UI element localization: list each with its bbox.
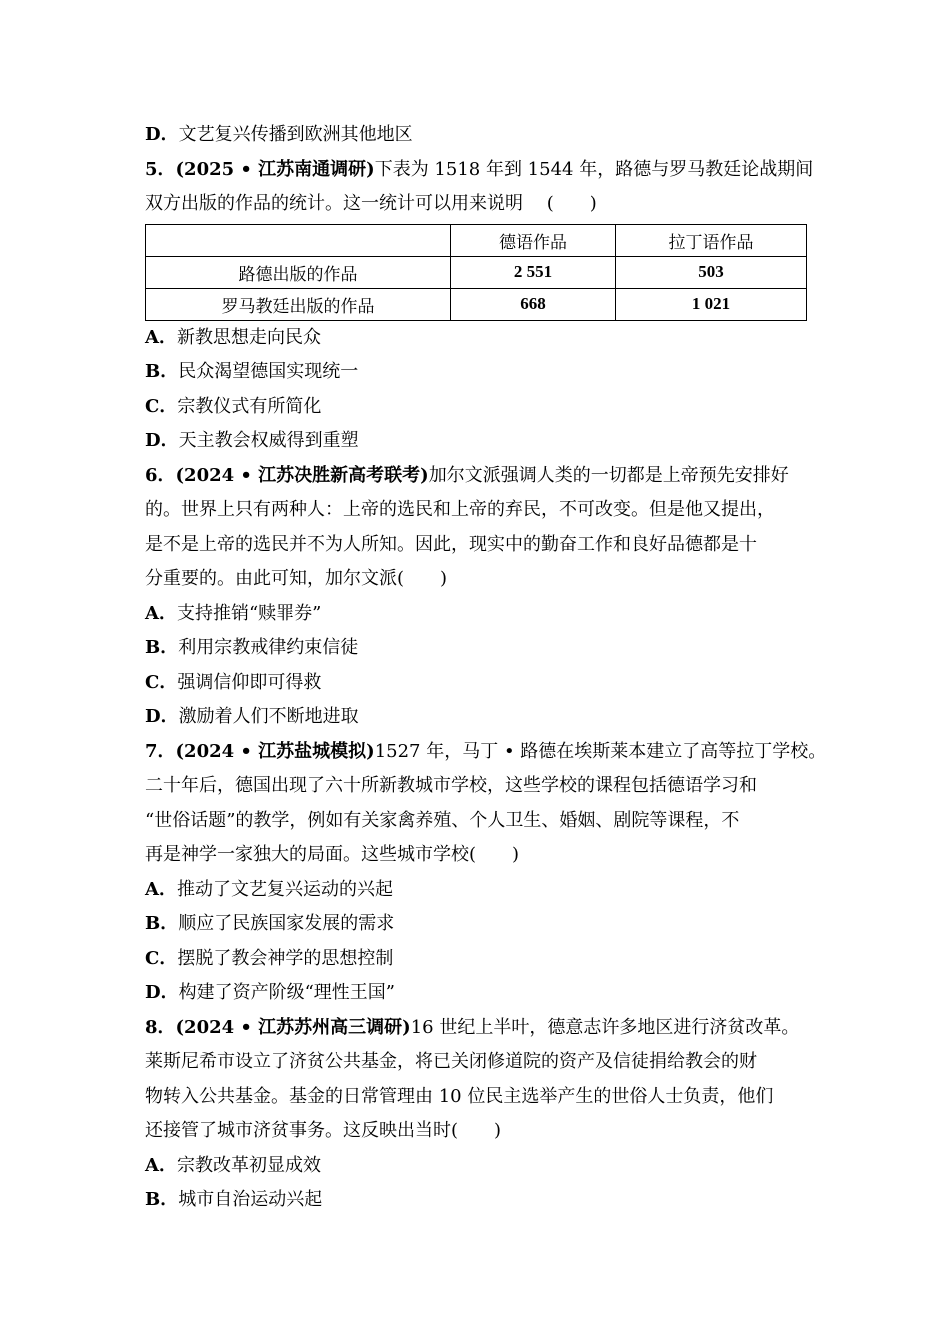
- q7-option-a: [145, 873, 810, 908]
- question-stem: 1527 年，马丁 • 路德在埃斯莱本建立了高等拉丁学校。: [374, 740, 827, 762]
- option-letter: A．: [145, 326, 177, 348]
- table-header-row: [146, 224, 807, 256]
- q6-option-b: [145, 631, 810, 666]
- q6-option-a: [145, 597, 810, 632]
- option-letter: C．: [145, 395, 178, 417]
- table-cell-latin: 1 021: [616, 288, 807, 320]
- table-row: [146, 288, 807, 320]
- q4-option-d: [145, 118, 810, 153]
- option-letter: B．: [145, 1189, 179, 1210]
- q5-option-a: [145, 321, 810, 356]
- option-text: 文艺复兴传播到欧洲其他地区: [178, 124, 413, 145]
- q7-stem-line-3: “世俗话题”的教学，例如有关家禽养殖、个人卫生、婚姻、剧院等课程，不: [145, 809, 740, 831]
- option-text: 新教思想走向民众: [176, 326, 321, 348]
- option-letter: B．: [145, 637, 179, 658]
- option-text: 强调信仰即可得救: [177, 671, 322, 693]
- table-header-cell: 德语作品: [451, 224, 616, 256]
- q8-stem-line-1: [145, 1011, 810, 1046]
- q5-option-c: [145, 390, 810, 425]
- q8-stem-line-2: 莱斯尼希市设立了济贫公共基金，将已关闭修道院的资产及信徒捐给教会的财: [145, 1051, 757, 1072]
- q5-option-b: [145, 355, 810, 390]
- table-cell-latin: 503: [616, 256, 807, 288]
- q6-stem-line-4: 分重要的。由此可知，加尔文派( ): [145, 568, 448, 589]
- option-text: 天主教会权威得到重塑: [178, 430, 359, 451]
- question-stem: 16 世纪上半叶，德意志许多地区进行济贫改革。: [410, 1016, 800, 1038]
- option-text: 顺应了民族国家发展的需求: [178, 913, 395, 934]
- option-text: 宗教改革初显成效: [176, 1154, 321, 1176]
- option-letter: A．: [145, 1154, 177, 1176]
- question-source: (2025 • 江苏南通调研): [175, 158, 375, 180]
- option-letter: D．: [145, 124, 179, 145]
- option-text: 支持推销“赎罪券”: [176, 602, 322, 624]
- q8-option-b: [145, 1183, 810, 1218]
- question-source: (2024 • 江苏苏州高三调研): [175, 1016, 411, 1038]
- option-text: 构建了资产阶级“理性王国”: [178, 982, 396, 1003]
- option-text: 利用宗教戒律约束信徒: [178, 637, 359, 658]
- option-text: 民众渴望德国实现统一: [178, 361, 359, 382]
- q5-stem-line-2: 双方出版的作品的统计。这一统计可以用来说明 ( ): [145, 193, 597, 214]
- table-row: [146, 256, 807, 288]
- q6-stem-line-3: 是不是上帝的选民并不为人所知。因此，现实中的勤奋工作和良好品德都是十: [145, 533, 757, 555]
- table-header-cell: [146, 224, 451, 256]
- option-text: 推动了文艺复兴运动的兴起: [176, 878, 393, 900]
- q7-option-c: [145, 942, 810, 977]
- table-cell-german: 2 551: [451, 256, 616, 288]
- q7-option-b: [145, 907, 810, 942]
- q7-stem-line-2: 二十年后，德国出现了六十所新教城市学校，这些学校的课程包括德语学习和: [145, 775, 757, 796]
- q7-stem-line-4: 再是神学一家独大的局面。这些城市学校( ): [145, 844, 520, 865]
- table-row-label: 罗马教廷出版的作品: [146, 288, 451, 320]
- q8-stem-line-3: 物转入公共基金。基金的日常管理由 10 位民主选举产生的世俗人士负责，他们: [145, 1085, 774, 1107]
- q5-option-d: [145, 424, 810, 459]
- option-letter: C．: [145, 947, 178, 969]
- option-letter: A．: [145, 878, 177, 900]
- question-source: (2024 • 江苏决胜新高考联考): [175, 464, 429, 486]
- q7-stem-line-1: [145, 735, 827, 770]
- q7-option-d: [145, 976, 810, 1011]
- option-text: 摆脱了教会神学的思想控制: [177, 947, 394, 969]
- q8-stem-line-4: 还接管了城市济贫事务。这反映出当时( ): [145, 1120, 502, 1141]
- q6-stem-line-1: [145, 459, 810, 494]
- question-source: (2024 • 江苏盐城模拟): [175, 740, 375, 762]
- option-text: 城市自治运动兴起: [178, 1189, 323, 1210]
- q5-statistics-table: [145, 224, 807, 321]
- option-letter: B．: [145, 913, 179, 934]
- question-number: 5．: [145, 158, 176, 180]
- option-text: 激励着人们不断地进取: [178, 706, 359, 727]
- q8-option-a: [145, 1149, 810, 1184]
- q6-stem-line-2: 的。世界上只有两种人：上帝的选民和上帝的弃民，不可改变。但是他又提出，: [145, 499, 775, 520]
- option-text: 宗教仪式有所简化: [177, 395, 322, 417]
- option-letter: C．: [145, 671, 178, 693]
- document-page: [145, 118, 827, 1218]
- option-letter: D．: [145, 430, 179, 451]
- table-header-cell: 拉丁语作品: [616, 224, 807, 256]
- q6-option-d: [145, 700, 810, 735]
- table-row-label: 路德出版的作品: [146, 256, 451, 288]
- q6-option-c: [145, 666, 810, 701]
- option-letter: D．: [145, 706, 179, 727]
- question-number: 7．: [145, 740, 176, 762]
- question-number: 6．: [145, 464, 176, 486]
- option-letter: B．: [145, 361, 179, 382]
- table-cell-german: 668: [451, 288, 616, 320]
- option-letter: D．: [145, 982, 179, 1003]
- question-stem: 加尔文派强调人类的一切都是上帝预先安排好: [428, 464, 789, 486]
- question-stem: 下表为 1518 年到 1544 年，路德与罗马教廷论战期间: [374, 158, 814, 180]
- option-letter: A．: [145, 602, 177, 624]
- q5-stem-line-1: [145, 153, 814, 188]
- question-number: 8．: [145, 1016, 176, 1038]
